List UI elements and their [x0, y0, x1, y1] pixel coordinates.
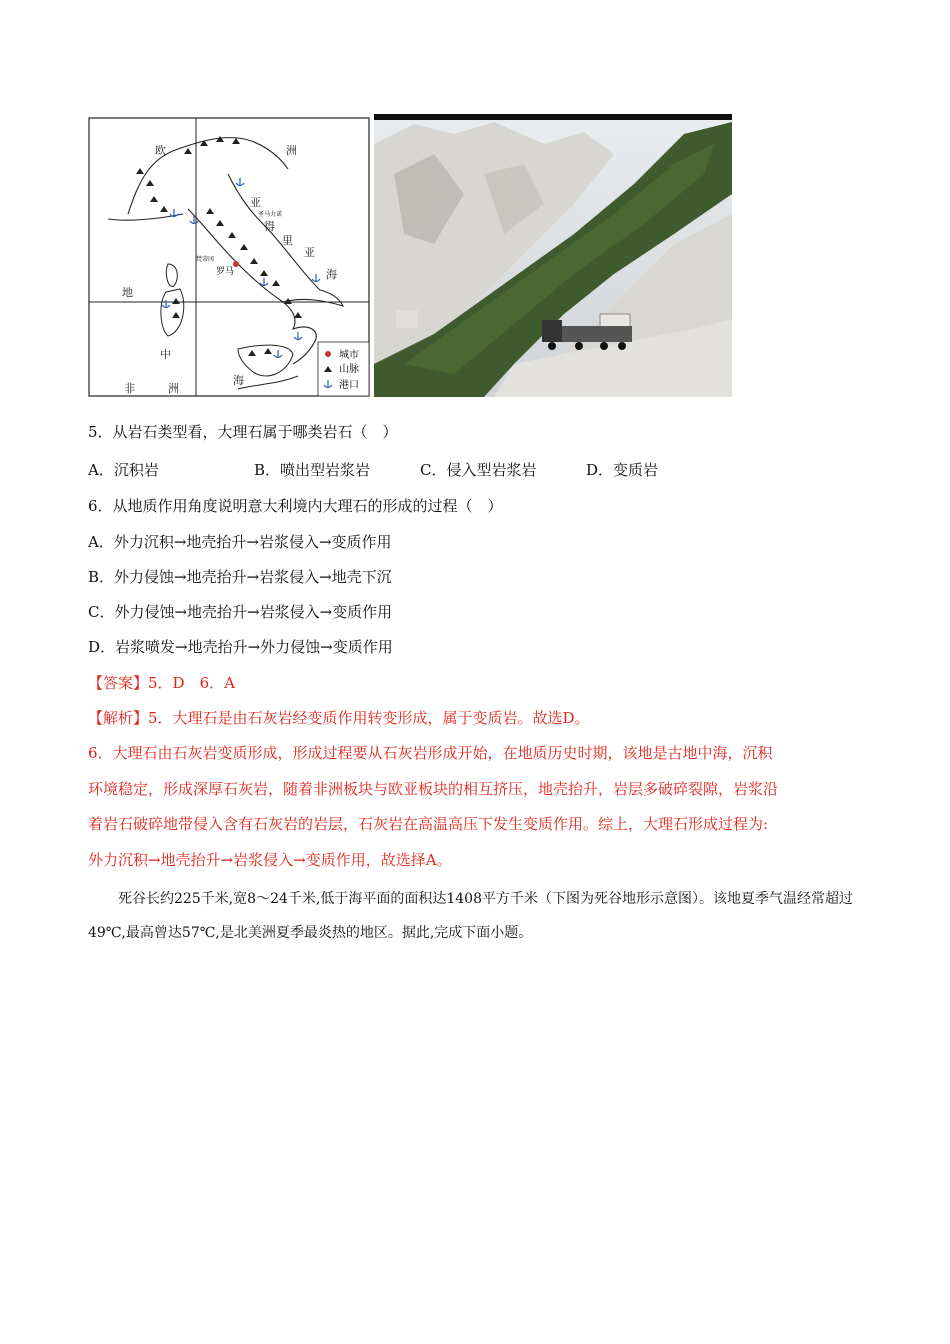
death-valley-intro: 死谷长约225千米,宽8～24千米,低于海平面的面积达1408平方千米（下图为死谷地形示意图）。该地夏季气温经常超过49℃,最高曾达57℃,是北美洲夏季最炎热的地区。据此,完成下面小题。 [88, 891, 853, 941]
quarry-photo [374, 114, 732, 397]
italy-map [88, 114, 370, 397]
q5-option-d[interactable]: D．变质岩 [586, 461, 659, 479]
analysis-line-3: 环境稳定，形成深厚石灰岩，随着非洲板块与欧亚板块的相互挤压，地壳抬升，岩层多破碎裂隙，岩浆沿 [88, 780, 779, 798]
adriatic-label-3: 里 [282, 235, 293, 247]
q5-stem: 5．从岩石类型看，大理石属于哪类岩石（ ） [88, 423, 398, 441]
answer-line: 【答案】5．D 6．A [88, 674, 235, 692]
small-city-label: 圣马力诺 [258, 212, 283, 218]
med-label-3: 海 [233, 375, 244, 387]
adriatic-label-5: 海 [326, 269, 337, 281]
africa-label-2: 洲 [168, 383, 179, 395]
q5-options [88, 460, 658, 480]
rome-label: 罗马 [216, 266, 235, 276]
fiumicino-label: 梵蒂冈 [196, 257, 215, 263]
europe-label-2: 洲 [286, 145, 297, 157]
legend-port: 港口 [339, 380, 359, 391]
legend-mountain: 山脉 [339, 364, 359, 375]
q6-option-b[interactable]: B．外力侵蚀→地壳抬升→岩浆侵入→地壳下沉 [88, 568, 392, 586]
analysis-line-5: 外力沉积→地壳抬升→岩浆侵入→变质作用，故选择A。 [88, 851, 452, 869]
legend-city-icon [325, 351, 331, 357]
europe-label-1: 欧 [155, 145, 166, 157]
q6-option-d[interactable]: D．岩浆喷发→地壳抬升→外力侵蚀→变质作用 [88, 638, 393, 656]
adriatic-label-2: 得 [264, 221, 275, 233]
figure-row [88, 114, 733, 397]
q6-option-a[interactable]: A．外力沉积→地壳抬升→岩浆侵入→变质作用 [88, 533, 392, 551]
q5-option-a[interactable]: A．沉积岩 [88, 461, 159, 479]
legend-city: 城市 [339, 350, 359, 361]
q5-option-b[interactable]: B．喷出型岩浆岩 [254, 461, 371, 479]
q6-option-c[interactable]: C．外力侵蚀→地壳抬升→岩浆侵入→变质作用 [88, 603, 393, 621]
q6-stem: 6．从地质作用角度说明意大利境内大理石的形成的过程（ ） [88, 497, 503, 515]
analysis-line-1: 【解析】5．大理石是由石灰岩经变质作用转变形成，属于变质岩。故选D。 [88, 709, 590, 727]
analysis-line-4: 着岩石破碎地带侵入含有石灰岩的岩层，石灰岩在高温高压下发生变质作用。综上，大理石形成过程为: [88, 815, 769, 833]
med-label-2: 中 [160, 349, 171, 361]
analysis-line-2: 6．大理石由石灰岩变质形成，形成过程要从石灰岩形成开始，在地质历史时期，该地是古地中海，沉积 [88, 744, 773, 762]
med-label-1: 地 [122, 287, 133, 299]
adriatic-label-1: 亚 [250, 197, 261, 209]
adriatic-label-4: 亚 [304, 247, 315, 259]
africa-label-1: 非 [124, 383, 135, 395]
q5-option-c[interactable]: C．侵入型岩浆岩 [420, 461, 537, 479]
